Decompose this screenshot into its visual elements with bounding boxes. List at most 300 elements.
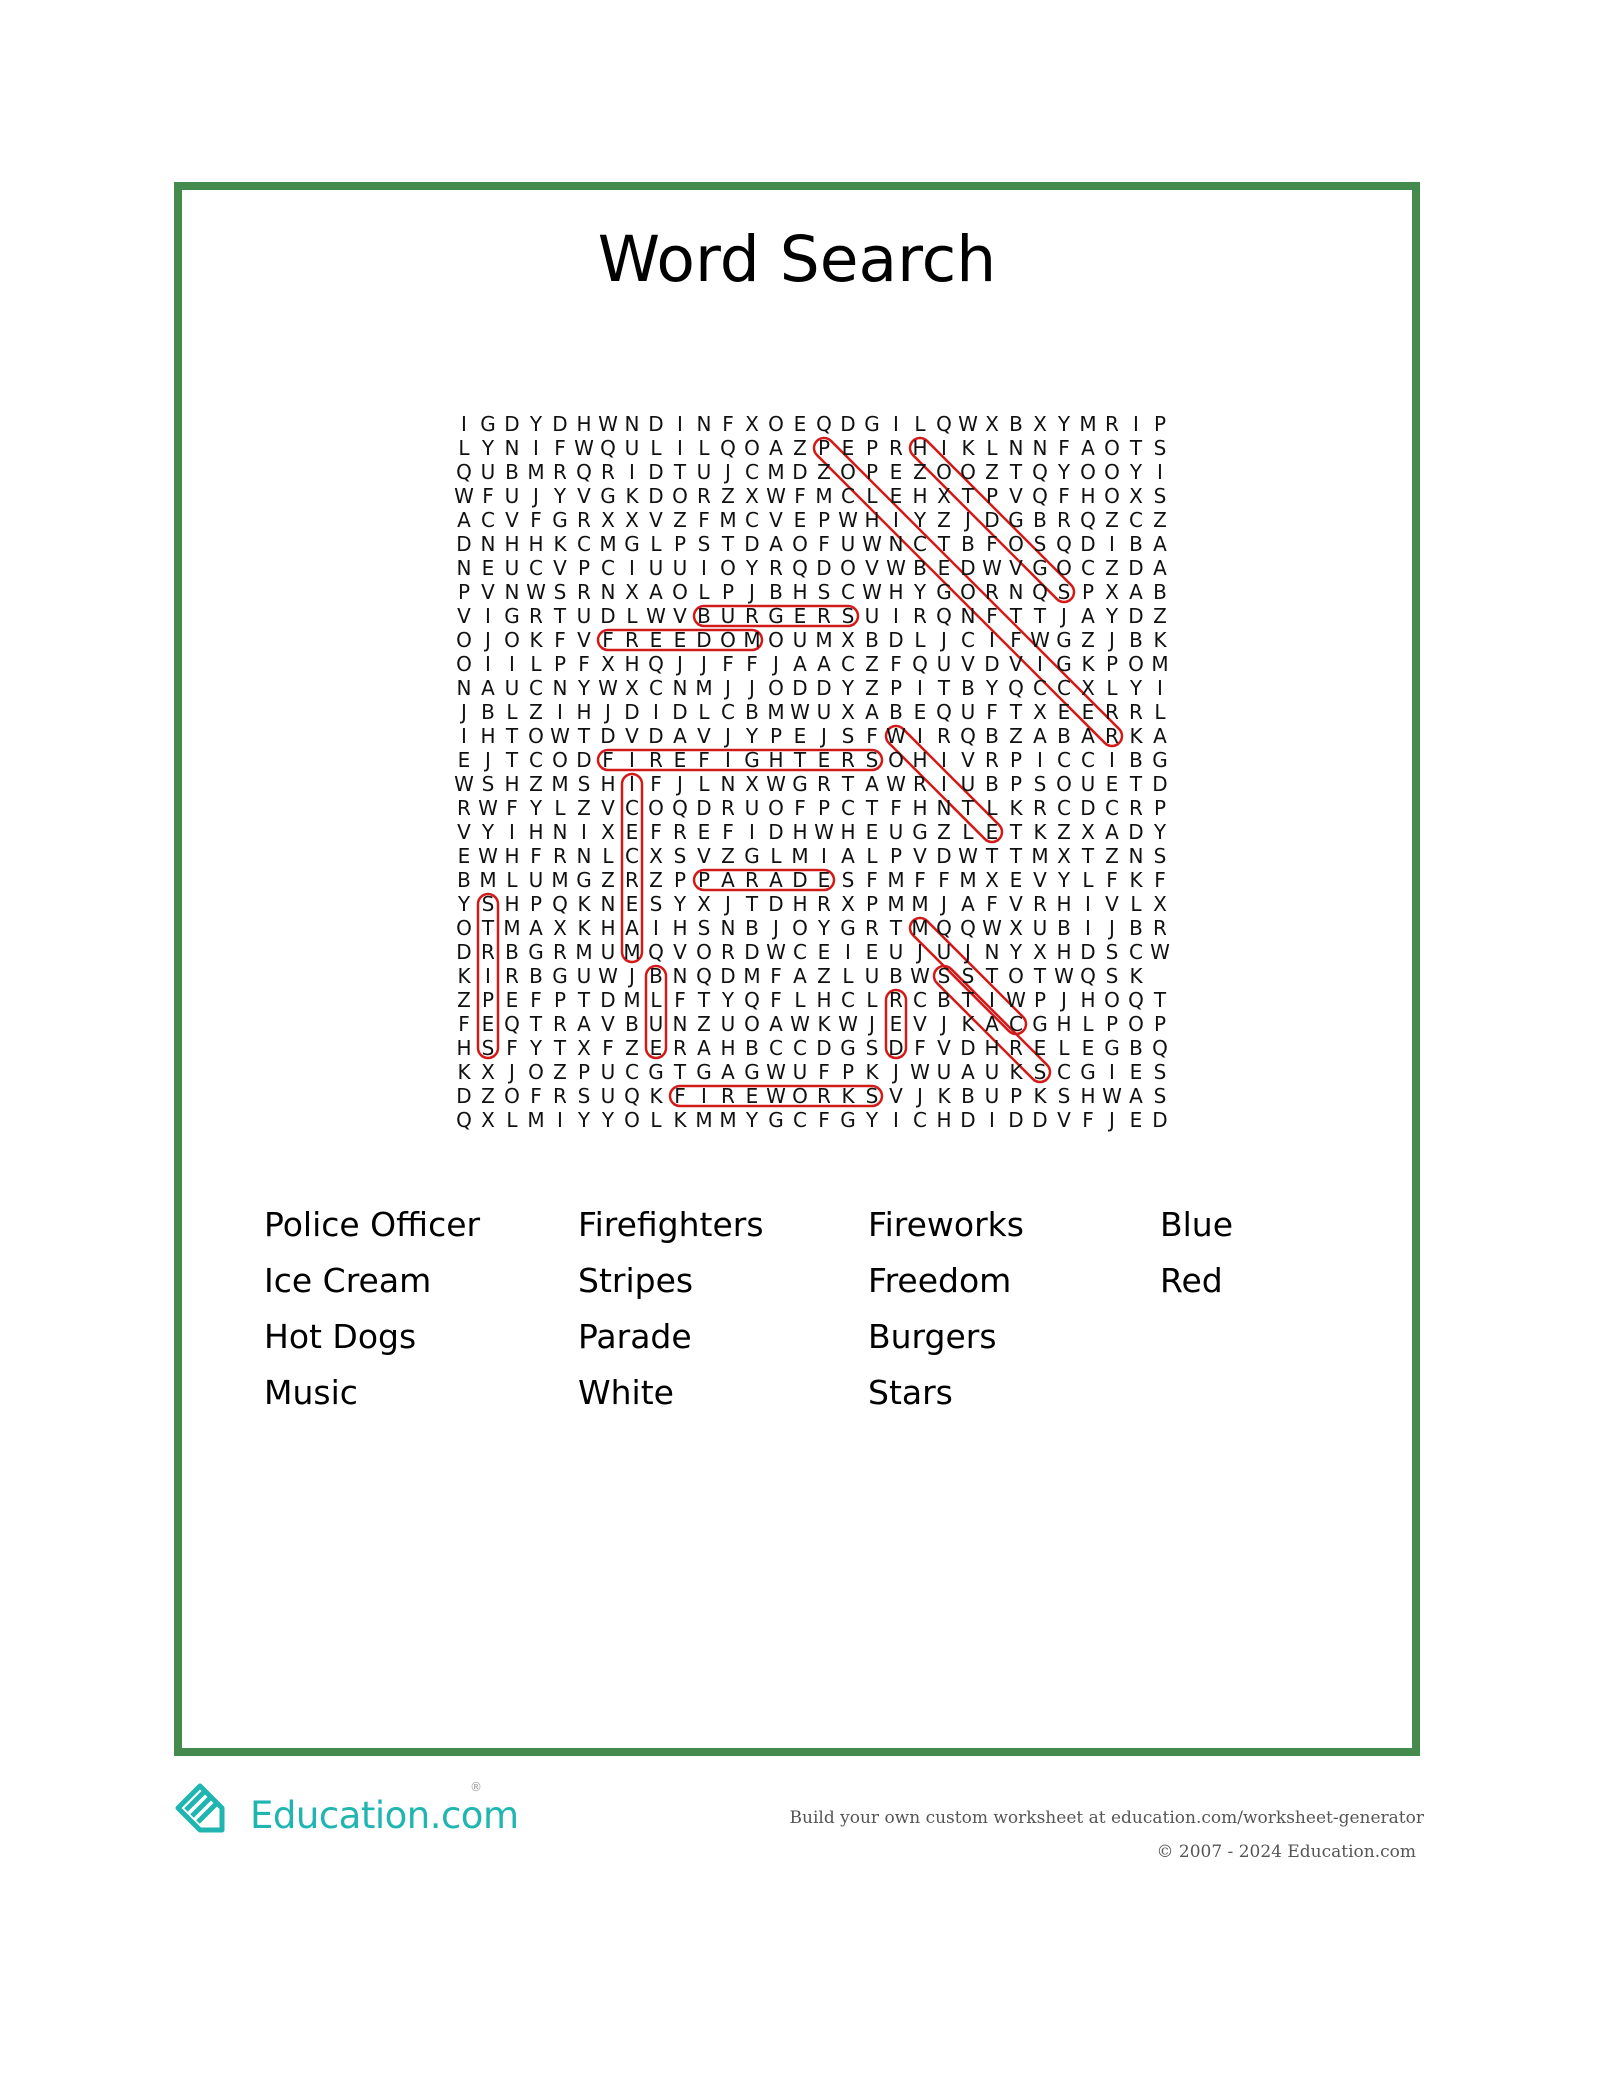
grid-letter: F	[698, 508, 710, 532]
grid-letter: R	[937, 724, 951, 748]
grid-letter: Y	[865, 1108, 879, 1132]
grid-letter: F	[986, 892, 998, 916]
grid-letter: B	[1129, 916, 1143, 940]
grid-letter: B	[625, 1012, 639, 1036]
grid-letter: Y	[1105, 604, 1119, 628]
grid-letter: Y	[745, 1108, 759, 1132]
grid-letter: I	[1037, 748, 1043, 772]
grid-letter: Y	[985, 676, 999, 700]
grid-letter: D	[720, 964, 736, 988]
grid-letter: Y	[1009, 940, 1023, 964]
grid-letter: G	[768, 604, 784, 628]
grid-letter: R	[529, 604, 543, 628]
grid-letter: V	[889, 1084, 903, 1108]
grid-letter: W	[1054, 964, 1074, 988]
grid-letter: U	[624, 436, 640, 460]
grid-letter: S	[1153, 484, 1167, 508]
grid-letter: M	[695, 676, 713, 700]
grid-letter: Y	[601, 1108, 615, 1132]
grid-letter: X	[625, 676, 639, 700]
grid-letter: U	[576, 604, 592, 628]
grid-letter: T	[985, 964, 999, 988]
grid-letter: W	[790, 700, 810, 724]
grid-letter: G	[792, 772, 808, 796]
grid-letter: O	[744, 1012, 760, 1036]
word-list-item: Ice Cream	[264, 1261, 432, 1300]
grid-letter: A	[721, 868, 735, 892]
grid-letter: C	[1129, 508, 1143, 532]
grid-letter: A	[961, 1060, 975, 1084]
grid-letter: B	[1129, 628, 1143, 652]
grid-letter: N	[720, 916, 736, 940]
grid-letter: U	[864, 604, 880, 628]
grid-letter: N	[456, 556, 472, 580]
grid-letter: M	[887, 868, 905, 892]
grid-letter: F	[482, 484, 494, 508]
grid-letter: F	[530, 988, 542, 1012]
grid-letter: S	[1033, 532, 1047, 556]
grid-letter: H	[456, 1036, 472, 1060]
grid-letter: R	[1033, 892, 1047, 916]
grid-letter: F	[770, 988, 782, 1012]
grid-letter: D	[792, 460, 808, 484]
grid-letter: T	[745, 892, 759, 916]
grid-letter: X	[937, 484, 951, 508]
grid-letter: X	[601, 820, 615, 844]
grid-letter: Y	[553, 484, 567, 508]
grid-letter: H	[840, 820, 856, 844]
grid-letter: O	[456, 916, 472, 940]
grid-letter: D	[1080, 796, 1096, 820]
grid-letter: H	[1056, 1012, 1072, 1036]
grid-letter: V	[457, 604, 471, 628]
grid-letter: X	[985, 868, 999, 892]
grid-letter: N	[480, 532, 496, 556]
grid-letter: R	[625, 628, 639, 652]
grid-letter: I	[677, 412, 683, 436]
logo-icon	[170, 1780, 246, 1856]
grid-letter: M	[527, 460, 545, 484]
grid-letter: L	[1106, 676, 1118, 700]
grid-letter: T	[961, 484, 975, 508]
grid-letter: K	[673, 1108, 687, 1132]
grid-letter: C	[1009, 1012, 1023, 1036]
grid-letter: C	[1057, 1060, 1071, 1084]
grid-letter: A	[1129, 580, 1143, 604]
grid-letter: K	[1129, 964, 1143, 988]
grid-letter: K	[961, 1012, 975, 1036]
grid-letter: B	[1009, 412, 1023, 436]
grid-letter: P	[721, 580, 735, 604]
grid-letter: I	[533, 436, 539, 460]
grid-letter: U	[504, 676, 520, 700]
grid-letter: P	[1009, 1084, 1023, 1108]
grid-letter: A	[1153, 724, 1167, 748]
grid-letter: A	[1081, 604, 1095, 628]
grid-letter: G	[648, 1060, 664, 1084]
grid-letter: J	[677, 772, 683, 796]
grid-letter: O	[504, 628, 520, 652]
grid-letter: O	[1008, 964, 1024, 988]
grid-letter: Q	[624, 1084, 640, 1108]
footer-generator-link[interactable]: Build your own custom worksheet at education.com/worksheet-generator	[789, 1808, 1424, 1828]
grid-letter: M	[815, 484, 833, 508]
grid-letter: V	[1105, 892, 1119, 916]
grid-letter: G	[480, 412, 496, 436]
grid-letter: S	[1153, 844, 1167, 868]
grid-letter: J	[725, 892, 731, 916]
grid-letter: Y	[1129, 676, 1143, 700]
grid-letter: K	[1009, 796, 1023, 820]
grid-letter: M	[767, 700, 785, 724]
grid-letter: L	[914, 628, 926, 652]
grid-letter: D	[1152, 1108, 1168, 1132]
grid-letter: L	[962, 820, 974, 844]
grid-letter: W	[598, 964, 618, 988]
grid-letter: I	[1037, 652, 1043, 676]
grid-letter: Z	[913, 460, 927, 484]
grid-letter: R	[577, 508, 591, 532]
grid-letter: U	[600, 940, 616, 964]
grid-letter: K	[577, 916, 591, 940]
grid-letter: S	[841, 868, 855, 892]
grid-letter: G	[552, 508, 568, 532]
grid-letter: J	[629, 964, 635, 988]
grid-letter: Q	[456, 1108, 472, 1132]
grid-letter: L	[842, 964, 854, 988]
grid-letter: V	[865, 556, 879, 580]
grid-letter: N	[552, 820, 568, 844]
grid-letter: G	[744, 844, 760, 868]
grid-letter: D	[648, 460, 664, 484]
grid-letter: E	[793, 724, 807, 748]
grid-letter: H	[912, 484, 928, 508]
grid-letter: O	[720, 628, 736, 652]
grid-letter: E	[865, 820, 879, 844]
grid-letter: C	[721, 700, 735, 724]
grid-letter: F	[602, 1036, 614, 1060]
grid-letter: I	[1157, 676, 1163, 700]
grid-letter: O	[648, 796, 664, 820]
grid-letter: P	[817, 796, 831, 820]
grid-letter: P	[865, 460, 879, 484]
grid-letter: I	[1157, 460, 1163, 484]
grid-letter: B	[1033, 508, 1047, 532]
grid-letter: A	[577, 1012, 591, 1036]
grid-letter: M	[1151, 652, 1169, 676]
grid-letter: I	[509, 820, 515, 844]
grid-letter: I	[629, 748, 635, 772]
grid-letter: E	[1009, 868, 1023, 892]
grid-letter: O	[456, 628, 472, 652]
registered-mark: ®	[470, 1780, 482, 1794]
grid-letter: I	[749, 820, 755, 844]
grid-letter: H	[504, 892, 520, 916]
grid-letter: Z	[1009, 724, 1023, 748]
grid-letter: D	[1008, 1108, 1024, 1132]
grid-letter: A	[841, 844, 855, 868]
grid-letter: S	[553, 580, 567, 604]
grid-letter: S	[1153, 1060, 1167, 1084]
grid-letter: W	[454, 484, 474, 508]
grid-letter: S	[649, 892, 663, 916]
grid-letter: W	[886, 556, 906, 580]
grid-letter: P	[1009, 748, 1023, 772]
grid-letter: C	[841, 652, 855, 676]
grid-letter: O	[720, 556, 736, 580]
grid-letter: J	[677, 652, 683, 676]
grid-letter: N	[1008, 436, 1024, 460]
grid-letter: G	[1032, 556, 1048, 580]
grid-letter: T	[1153, 988, 1167, 1012]
grid-letter: E	[889, 460, 903, 484]
grid-letter: T	[937, 532, 951, 556]
grid-letter: C	[913, 532, 927, 556]
grid-letter: X	[1153, 892, 1167, 916]
grid-letter: C	[1057, 676, 1071, 700]
grid-letter: C	[841, 484, 855, 508]
grid-letter: W	[982, 916, 1002, 940]
grid-letter: O	[1128, 652, 1144, 676]
grid-letter: T	[1009, 604, 1023, 628]
grid-letter: Y	[529, 1036, 543, 1060]
grid-letter: H	[864, 508, 880, 532]
grid-letter: A	[697, 1036, 711, 1060]
grid-letter: L	[1058, 1036, 1070, 1060]
grid-letter: T	[505, 748, 519, 772]
grid-letter: P	[1153, 412, 1167, 436]
grid-letter: C	[745, 460, 759, 484]
grid-letter: B	[937, 988, 951, 1012]
grid-letter: G	[864, 412, 880, 436]
grid-letter: H	[792, 580, 808, 604]
grid-letter: V	[601, 796, 615, 820]
grid-letter: C	[625, 844, 639, 868]
grid-letter: I	[701, 556, 707, 580]
grid-letter: O	[792, 532, 808, 556]
grid-letter: O	[888, 748, 904, 772]
grid-letter: X	[1033, 412, 1047, 436]
grid-letter: Q	[912, 652, 928, 676]
grid-letter: W	[766, 1060, 786, 1084]
grid-letter: Z	[553, 1060, 567, 1084]
grid-letter: C	[841, 796, 855, 820]
grid-letter: U	[888, 940, 904, 964]
grid-letter: V	[1009, 556, 1023, 580]
grid-letter: Z	[529, 700, 543, 724]
grid-letter: O	[672, 580, 688, 604]
grid-letter: D	[456, 532, 472, 556]
grid-letter: F	[650, 820, 662, 844]
grid-letter: G	[840, 916, 856, 940]
grid-letter: M	[1079, 412, 1097, 436]
grid-letter: T	[1009, 460, 1023, 484]
grid-letter: C	[625, 796, 639, 820]
grid-letter: S	[865, 748, 879, 772]
grid-letter: L	[1130, 892, 1142, 916]
grid-letter: P	[865, 436, 879, 460]
grid-letter: N	[504, 580, 520, 604]
grid-letter: P	[1033, 988, 1047, 1012]
grid-letter: Z	[577, 796, 591, 820]
grid-letter: A	[1105, 820, 1119, 844]
grid-letter: B	[457, 868, 471, 892]
grid-letter: I	[629, 460, 635, 484]
grid-letter: O	[1104, 988, 1120, 1012]
grid-letter: Q	[936, 604, 952, 628]
grid-letter: W	[598, 412, 618, 436]
grid-letter: A	[793, 652, 807, 676]
grid-letter: L	[530, 652, 542, 676]
grid-letter: G	[912, 820, 928, 844]
grid-letter: X	[841, 700, 855, 724]
grid-letter: S	[1057, 1084, 1071, 1108]
grid-letter: A	[625, 916, 639, 940]
grid-letter: N	[960, 604, 976, 628]
grid-letter: B	[889, 964, 903, 988]
grid-letter: S	[961, 964, 975, 988]
grid-letter: W	[862, 580, 882, 604]
grid-letter: R	[1105, 724, 1119, 748]
grid-letter: Y	[1057, 460, 1071, 484]
grid-letter: J	[701, 652, 707, 676]
grid-letter: O	[960, 580, 976, 604]
grid-letter: H	[600, 916, 616, 940]
grid-letter: Z	[1081, 628, 1095, 652]
grid-letter: V	[1009, 652, 1023, 676]
grid-letter: J	[1061, 988, 1067, 1012]
grid-letter: L	[650, 988, 662, 1012]
grid-letter: L	[986, 436, 998, 460]
grid-letter: W	[598, 676, 618, 700]
grid-letter: O	[768, 796, 784, 820]
grid-letter: W	[574, 436, 594, 460]
grid-letter: T	[985, 844, 999, 868]
grid-letter: F	[938, 868, 950, 892]
grid-letter: R	[985, 580, 999, 604]
grid-letter: L	[458, 436, 470, 460]
grid-letter: G	[552, 964, 568, 988]
grid-letter: C	[841, 580, 855, 604]
grid-letter: O	[504, 1084, 520, 1108]
grid-letter: U	[864, 964, 880, 988]
grid-letter: R	[817, 772, 831, 796]
grid-letter: E	[481, 1012, 495, 1036]
grid-letter: W	[526, 580, 546, 604]
grid-letter: D	[888, 1036, 904, 1060]
grid-letter: D	[792, 868, 808, 892]
grid-letter: R	[697, 484, 711, 508]
grid-letter: F	[1058, 484, 1070, 508]
grid-letter: A	[769, 436, 783, 460]
grid-letter: Y	[577, 1108, 591, 1132]
grid-letter: W	[550, 724, 570, 748]
grid-letter: H	[912, 748, 928, 772]
grid-letter: M	[503, 916, 521, 940]
grid-letter: B	[529, 964, 543, 988]
grid-letter: B	[505, 940, 519, 964]
grid-letter: A	[769, 532, 783, 556]
grid-letter: S	[1057, 580, 1071, 604]
grid-letter: R	[673, 1036, 687, 1060]
grid-letter: I	[941, 772, 947, 796]
grid-letter: T	[1033, 964, 1047, 988]
grid-letter: V	[769, 508, 783, 532]
grid-letter: U	[936, 652, 952, 676]
grid-letter: Q	[1128, 988, 1144, 1012]
grid-letter: L	[650, 1108, 662, 1132]
grid-letter: C	[529, 676, 543, 700]
grid-letter: J	[917, 940, 923, 964]
grid-letter: Y	[1129, 460, 1143, 484]
grid-letter: V	[961, 652, 975, 676]
grid-letter: R	[673, 820, 687, 844]
grid-letter: R	[817, 1084, 831, 1108]
grid-letter: B	[745, 700, 759, 724]
grid-letter: I	[893, 1108, 899, 1132]
grid-letter: S	[673, 844, 687, 868]
grid-letter: S	[865, 1036, 879, 1060]
grid-letter: R	[1129, 700, 1143, 724]
grid-letter: V	[937, 1036, 951, 1060]
grid-letter: K	[1033, 1084, 1047, 1108]
grid-letter: B	[745, 1036, 759, 1060]
grid-letter: Z	[721, 844, 735, 868]
grid-letter: D	[768, 892, 784, 916]
grid-letter: I	[845, 940, 851, 964]
grid-letter: K	[649, 1084, 663, 1108]
grid-letter: N	[456, 676, 472, 700]
grid-letter: W	[790, 1012, 810, 1036]
grid-letter: X	[625, 580, 639, 604]
grid-letter: F	[890, 796, 902, 820]
grid-letter: F	[1082, 1108, 1094, 1132]
grid-letter: L	[506, 700, 518, 724]
grid-letter: H	[768, 748, 784, 772]
grid-letter: Y	[529, 412, 543, 436]
grid-letter: B	[1129, 1036, 1143, 1060]
grid-letter: T	[1009, 700, 1023, 724]
grid-letter: R	[745, 868, 759, 892]
grid-letter: S	[865, 1084, 879, 1108]
grid-letter: V	[649, 508, 663, 532]
grid-letter: F	[1154, 868, 1166, 892]
grid-letter: M	[695, 1108, 713, 1132]
grid-letter: L	[626, 604, 638, 628]
grid-letter: C	[793, 1036, 807, 1060]
grid-letter: W	[910, 1060, 930, 1084]
grid-letter: F	[1106, 868, 1118, 892]
grid-letter: G	[1032, 1012, 1048, 1036]
grid-letter: Q	[1008, 676, 1024, 700]
grid-letter: H	[936, 1108, 952, 1132]
grid-letter: T	[1081, 844, 1095, 868]
grid-letter: W	[1150, 940, 1170, 964]
grid-letter: T	[1129, 772, 1143, 796]
grid-letter: Z	[721, 484, 735, 508]
grid-letter: I	[893, 412, 899, 436]
grid-letter: M	[551, 772, 569, 796]
grid-letter: E	[1129, 1108, 1143, 1132]
grid-letter: G	[936, 580, 952, 604]
grid-letter: J	[1109, 628, 1115, 652]
grid-letter: R	[577, 580, 591, 604]
grid-letter: S	[1153, 436, 1167, 460]
grid-letter: D	[648, 412, 664, 436]
grid-letter: A	[721, 1060, 735, 1084]
grid-letter: J	[941, 892, 947, 916]
grid-letter: F	[530, 844, 542, 868]
